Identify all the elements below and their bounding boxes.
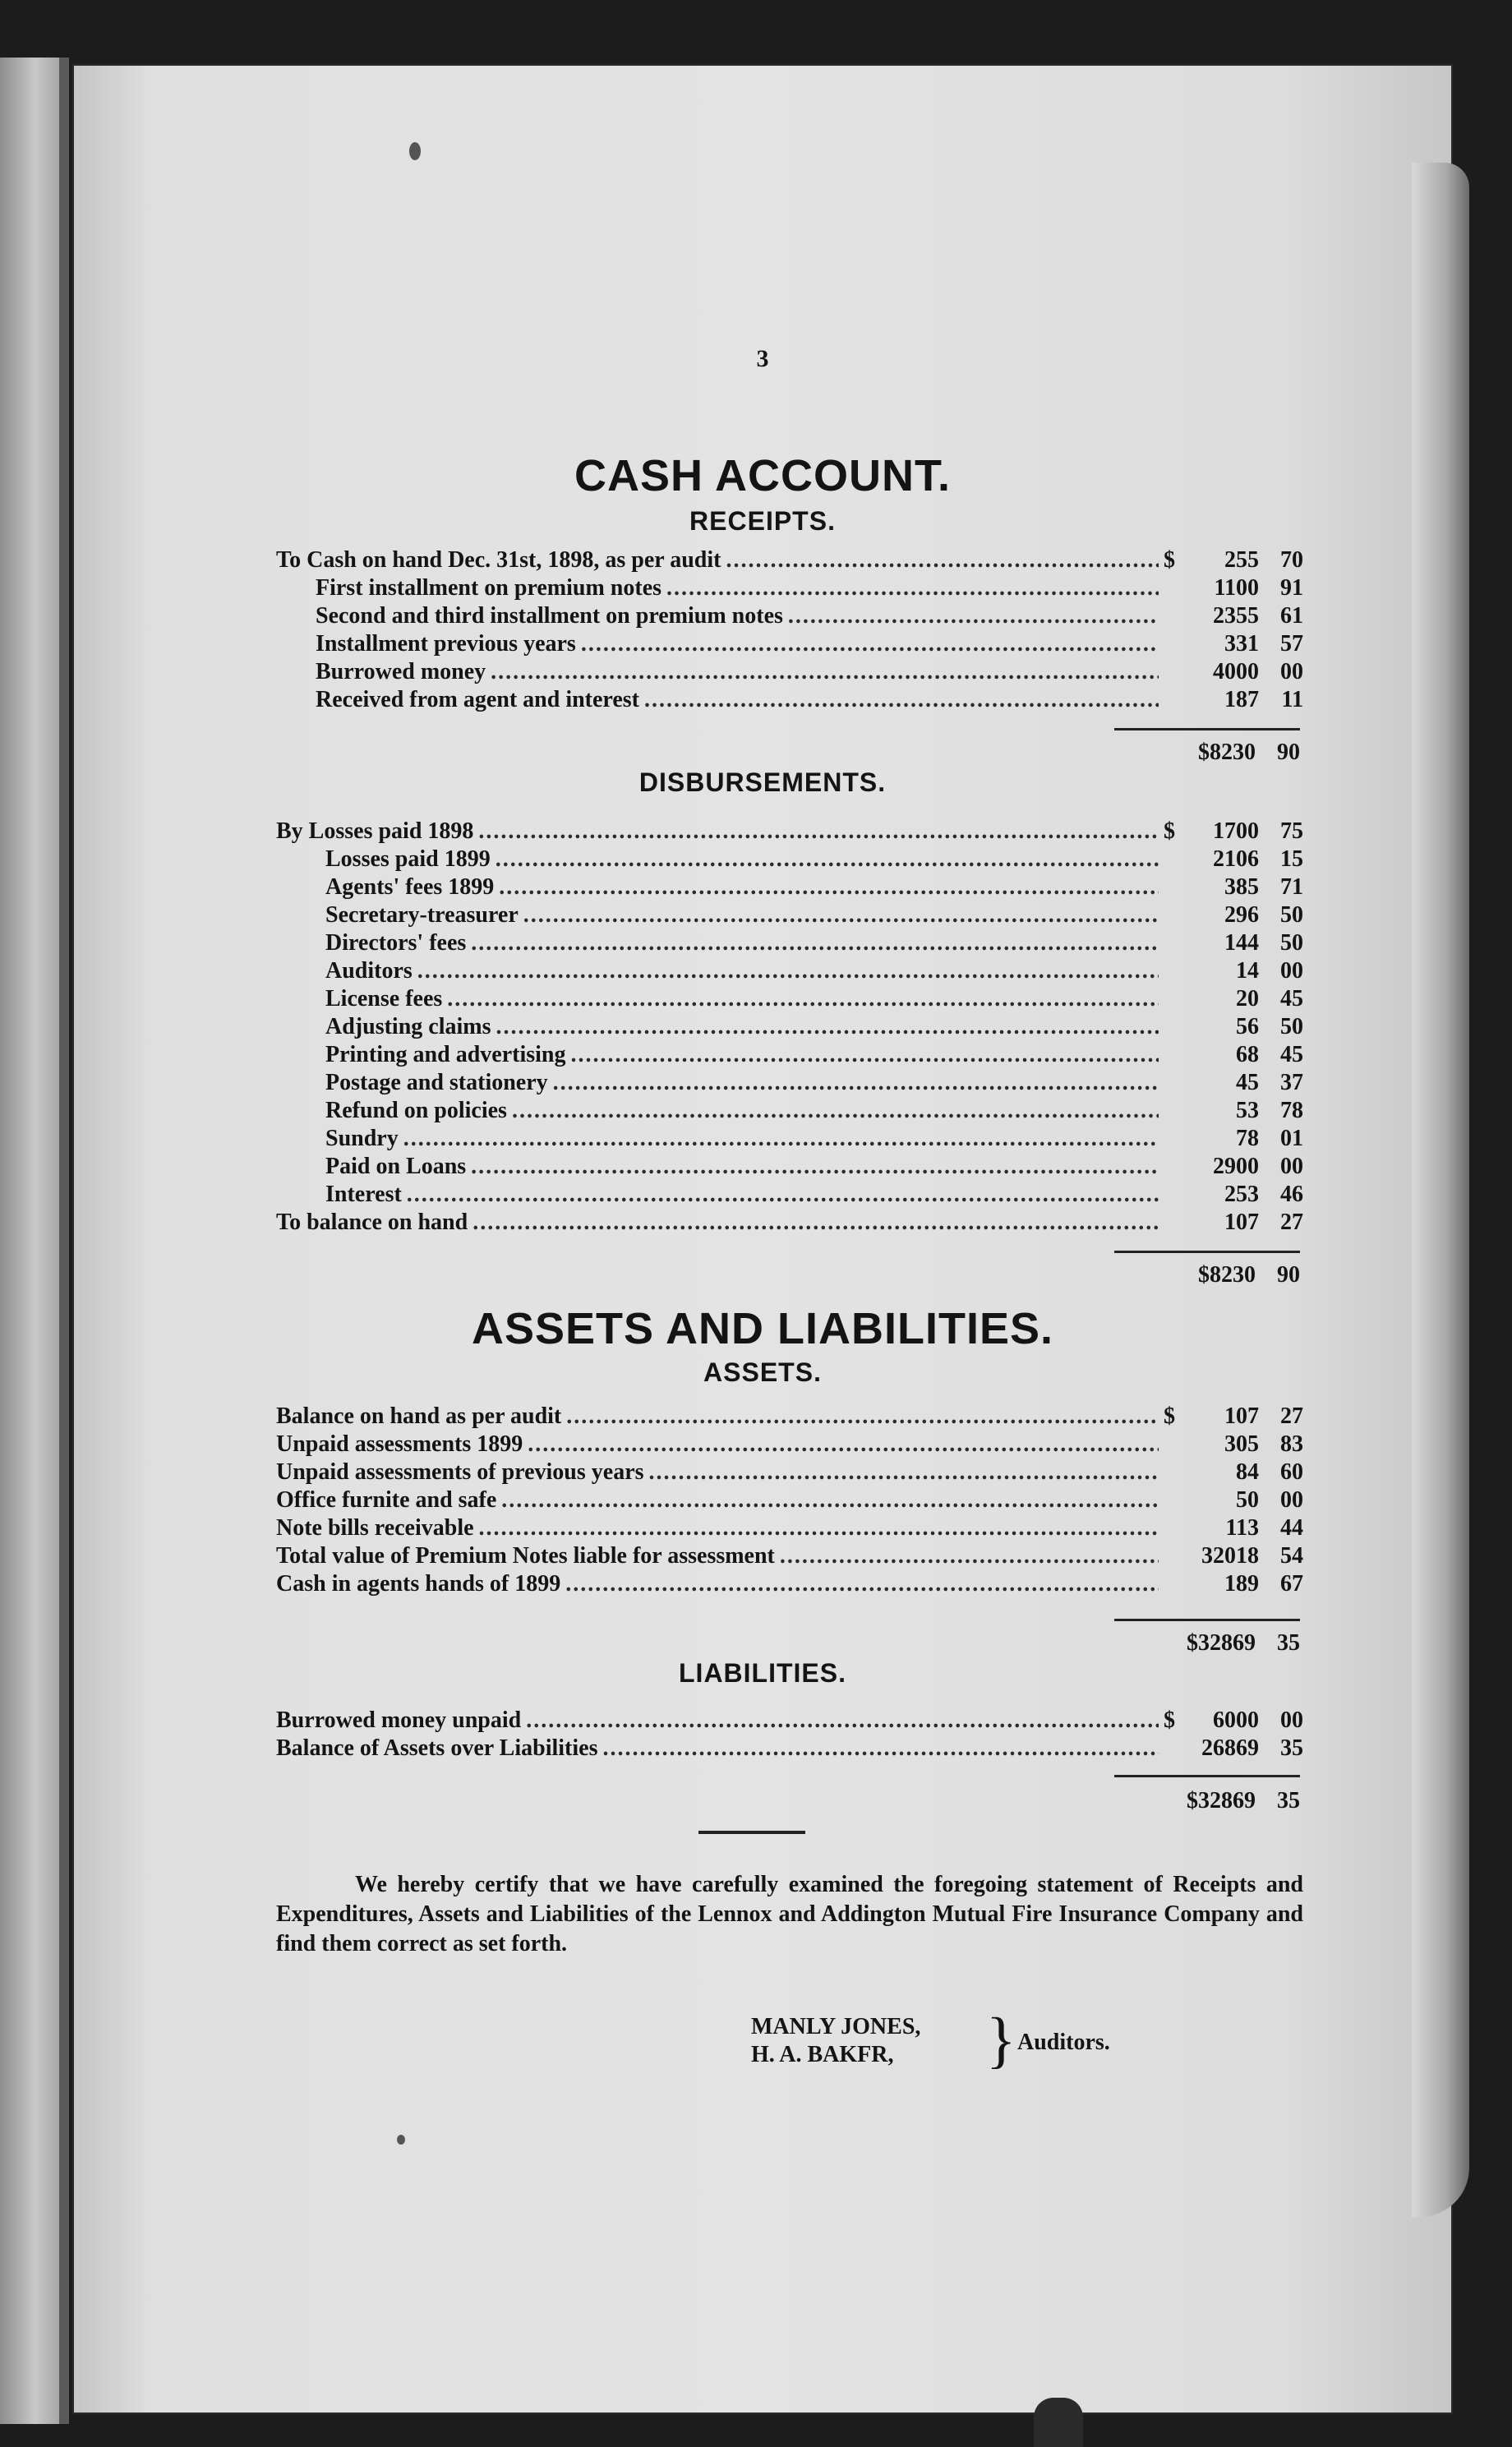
total-cents: 90 (1277, 1262, 1300, 1288)
table-row (276, 1126, 1303, 1154)
amount-dollars: 6000 (1213, 1707, 1259, 1733)
cash-account-title: CASH ACCOUNT. (574, 451, 951, 500)
amount-dollars: 84 (1236, 1459, 1259, 1485)
row-label: Installment previous years (316, 631, 576, 657)
total-dollars: $8230 (1198, 740, 1256, 765)
dot-leaders (526, 1707, 1159, 1734)
amount-cents: 57 (1280, 631, 1303, 657)
amount-cents: 50 (1280, 930, 1303, 956)
row-label: Second and third installment on premium notes (316, 603, 783, 629)
dot-leaders (479, 1515, 1159, 1541)
amount-dollars: 189 (1224, 1571, 1259, 1597)
table-row (276, 687, 1303, 715)
receipts-heading: RECEIPTS. (689, 506, 836, 536)
dot-leaders (666, 575, 1159, 601)
dot-leaders (528, 1431, 1159, 1458)
amount-dollars: 1700 (1213, 818, 1259, 844)
amount-cents: 60 (1280, 1459, 1303, 1485)
row-label: Note bills receivable (276, 1515, 474, 1541)
table-row (276, 1571, 1303, 1599)
dot-leaders (602, 1735, 1159, 1762)
amount-dollars: 107 (1224, 1403, 1259, 1429)
table-row (276, 631, 1303, 659)
receipts-total (1083, 740, 1300, 766)
amount-dollars: 2106 (1213, 846, 1259, 872)
currency-sign: $ (1164, 818, 1175, 844)
amount-dollars: 68 (1236, 1042, 1259, 1067)
receipts-table (276, 547, 1303, 715)
table-row (276, 818, 1303, 846)
liabilities-table (276, 1707, 1303, 1763)
table-row (276, 846, 1303, 874)
dot-leaders (447, 986, 1159, 1012)
amount-dollars: 1100 (1214, 575, 1259, 601)
dot-leaders (471, 1154, 1159, 1180)
amount-cents: 27 (1280, 1210, 1303, 1235)
dot-leaders (417, 958, 1159, 984)
table-row (276, 1487, 1303, 1515)
total-cents: 90 (1277, 740, 1300, 765)
amount-cents: 27 (1280, 1403, 1303, 1429)
row-label: Unpaid assessments of previous years (276, 1459, 644, 1485)
amount-cents: 00 (1280, 659, 1303, 684)
assets-table (276, 1403, 1303, 1599)
page-number: 3 (756, 345, 769, 372)
row-label: Directors' fees (325, 930, 467, 956)
auditor-signatures (751, 2013, 920, 2069)
dot-leaders (501, 1487, 1159, 1514)
row-label: Total value of Premium Notes liable for assessment (276, 1543, 775, 1569)
amount-dollars: 255 (1224, 547, 1259, 573)
row-label: Agents' fees 1899 (325, 874, 495, 900)
total-dollars: $32869 (1187, 1788, 1256, 1813)
amount-cents: 46 (1280, 1182, 1303, 1207)
dot-leaders (496, 1014, 1159, 1040)
row-label: To balance on hand (276, 1210, 468, 1235)
amount-dollars: 305 (1224, 1431, 1259, 1457)
row-label: Burrowed money unpaid (276, 1707, 522, 1733)
table-row (276, 1515, 1303, 1543)
table-row (276, 1042, 1303, 1070)
amount-dollars: 385 (1224, 874, 1259, 900)
amount-cents: 50 (1280, 902, 1303, 928)
amount-dollars: 296 (1224, 902, 1259, 928)
dot-leaders (788, 603, 1159, 629)
amount-cents: 45 (1280, 986, 1303, 1012)
amount-cents: 71 (1280, 874, 1303, 900)
amount-cents: 00 (1280, 1487, 1303, 1513)
table-row (276, 1070, 1303, 1098)
amount-cents: 37 (1280, 1070, 1303, 1095)
assets-heading: ASSETS. (703, 1357, 822, 1387)
table-row (276, 1154, 1303, 1182)
amount-cents: 15 (1280, 846, 1303, 872)
amount-dollars: 331 (1224, 631, 1259, 657)
amount-dollars: 20 (1236, 986, 1259, 1012)
row-label: Secretary-treasurer (325, 902, 519, 928)
page-content (72, 64, 1453, 2414)
dot-leaders (523, 902, 1159, 929)
table-row (276, 1735, 1303, 1763)
total-cents: 35 (1277, 1630, 1300, 1656)
row-label: Balance on hand as per audit (276, 1403, 562, 1429)
amount-dollars: 56 (1236, 1014, 1259, 1039)
amount-cents: 01 (1280, 1126, 1303, 1151)
document-page (72, 64, 1453, 2414)
row-label: Postage and stationery (325, 1070, 548, 1095)
dot-leaders (726, 547, 1159, 574)
total-rule (1114, 728, 1300, 730)
dot-leaders (570, 1042, 1159, 1068)
row-label: Office furnite and safe (276, 1487, 497, 1513)
amount-dollars: 113 (1225, 1515, 1259, 1541)
amount-dollars: 107 (1224, 1210, 1259, 1235)
amount-cents: 00 (1280, 958, 1303, 984)
amount-dollars: 144 (1224, 930, 1259, 956)
dot-leaders (553, 1070, 1159, 1096)
table-row (276, 659, 1303, 687)
table-row (276, 1707, 1303, 1735)
dot-leaders (472, 1210, 1159, 1236)
table-row (276, 1210, 1303, 1237)
amount-cents: 67 (1280, 1571, 1303, 1597)
amount-dollars: 50 (1236, 1487, 1259, 1513)
row-label: Burrowed money (316, 659, 486, 684)
amount-cents: 35 (1280, 1735, 1303, 1761)
table-row (276, 874, 1303, 902)
dot-leaders (496, 846, 1159, 873)
row-label: Received from agent and interest (316, 687, 639, 712)
dot-leaders (407, 1182, 1159, 1208)
table-row (276, 1098, 1303, 1126)
row-label: To Cash on hand Dec. 31st, 1898, as per audit (276, 547, 721, 573)
currency-sign: $ (1164, 1403, 1175, 1429)
row-label: License fees (325, 986, 443, 1012)
amount-cents: 91 (1280, 575, 1303, 601)
disbursements-total (1083, 1262, 1300, 1288)
table-row (276, 1459, 1303, 1487)
table-row (276, 958, 1303, 986)
amount-cents: 54 (1280, 1543, 1303, 1569)
total-dollars: $8230 (1198, 1262, 1256, 1288)
amount-cents: 61 (1280, 603, 1303, 629)
amount-dollars: 45 (1236, 1070, 1259, 1095)
dot-leaders (512, 1098, 1159, 1124)
assets-liabilities-title: ASSETS AND LIABILITIES. (471, 1304, 1054, 1353)
dot-leaders (780, 1543, 1159, 1569)
amount-cents: 11 (1281, 687, 1303, 712)
total-rule (1114, 1775, 1300, 1777)
dot-leaders (499, 874, 1159, 901)
liabilities-total (1083, 1788, 1300, 1814)
row-label: First installment on premium notes (316, 575, 662, 601)
dot-leaders (649, 1459, 1159, 1486)
table-row (276, 902, 1303, 930)
total-rule (1114, 1251, 1300, 1253)
dot-leaders (581, 631, 1159, 657)
table-row (276, 575, 1303, 603)
row-label: Refund on policies (325, 1098, 507, 1123)
table-row (276, 986, 1303, 1014)
dot-leaders (403, 1126, 1159, 1152)
row-label: Printing and advertising (325, 1042, 566, 1067)
total-rule (1114, 1619, 1300, 1621)
row-label: Sundry (325, 1126, 399, 1151)
currency-sign: $ (1164, 1707, 1175, 1733)
amount-dollars: 53 (1236, 1098, 1259, 1123)
amount-dollars: 253 (1224, 1182, 1259, 1207)
row-label: Balance of Assets over Liabilities (276, 1735, 598, 1761)
table-row (276, 1014, 1303, 1042)
assets-total (1083, 1630, 1300, 1657)
liabilities-heading: LIABILITIES. (679, 1658, 846, 1688)
auditor-name: H. A. BAKFR, (751, 2042, 894, 2067)
amount-dollars: 32018 (1201, 1543, 1259, 1569)
table-row (276, 603, 1303, 631)
row-label: Interest (325, 1182, 402, 1207)
row-label: Auditors (325, 958, 413, 984)
brace-glyph: } (986, 2006, 1016, 2075)
total-cents: 35 (1277, 1788, 1300, 1813)
dot-leaders (478, 818, 1159, 845)
dot-leaders (566, 1403, 1159, 1430)
amount-dollars: 2355 (1213, 603, 1259, 629)
table-row (276, 1182, 1303, 1210)
dot-leaders (565, 1571, 1159, 1597)
currency-sign: $ (1164, 547, 1175, 573)
amount-cents: 45 (1280, 1042, 1303, 1067)
section-divider (698, 1831, 805, 1834)
amount-dollars: 2900 (1213, 1154, 1259, 1179)
total-dollars: $32869 (1187, 1630, 1256, 1656)
amount-dollars: 4000 (1213, 659, 1259, 684)
amount-cents: 70 (1280, 547, 1303, 573)
page-spine (59, 58, 69, 2424)
amount-cents: 75 (1280, 818, 1303, 844)
amount-dollars: 187 (1224, 687, 1259, 712)
amount-cents: 78 (1280, 1098, 1303, 1123)
table-row (276, 547, 1303, 575)
dot-leaders (471, 930, 1159, 956)
table-row (276, 930, 1303, 958)
row-label: Cash in agents hands of 1899 (276, 1571, 561, 1597)
dot-leaders (491, 659, 1159, 685)
table-row (276, 1403, 1303, 1431)
auditors-certification: We hereby certify that we have carefully examined the foregoing statement of Receipts and Expenditures, Assets and Liabilities of the Lennox and Addington Mutual Fire Insurance Company and find them correct as set forth. (276, 1872, 1303, 1956)
amount-cents: 83 (1280, 1431, 1303, 1457)
row-label: Adjusting claims (325, 1014, 491, 1039)
amount-cents: 44 (1280, 1515, 1303, 1541)
row-label: Paid on Loans (325, 1154, 467, 1179)
auditor-name: MANLY JONES, (751, 2014, 921, 2039)
row-label: Unpaid assessments 1899 (276, 1431, 523, 1457)
disbursements-heading: DISBURSEMENTS. (638, 767, 887, 797)
amount-cents: 00 (1280, 1154, 1303, 1179)
amount-dollars: 78 (1236, 1126, 1259, 1151)
amount-cents: 00 (1280, 1707, 1303, 1733)
amount-cents: 50 (1280, 1014, 1303, 1039)
table-row (276, 1543, 1303, 1571)
disbursements-table (276, 818, 1303, 1237)
dot-leaders (644, 687, 1159, 713)
amount-dollars: 14 (1236, 958, 1259, 984)
adjacent-page-edge (0, 58, 64, 2424)
row-label: Losses paid 1899 (325, 846, 491, 872)
row-label: By Losses paid 1898 (276, 818, 474, 844)
table-row (276, 1431, 1303, 1459)
auditors-label: Auditors. (1017, 2030, 1110, 2055)
amount-dollars: 26869 (1201, 1735, 1259, 1761)
